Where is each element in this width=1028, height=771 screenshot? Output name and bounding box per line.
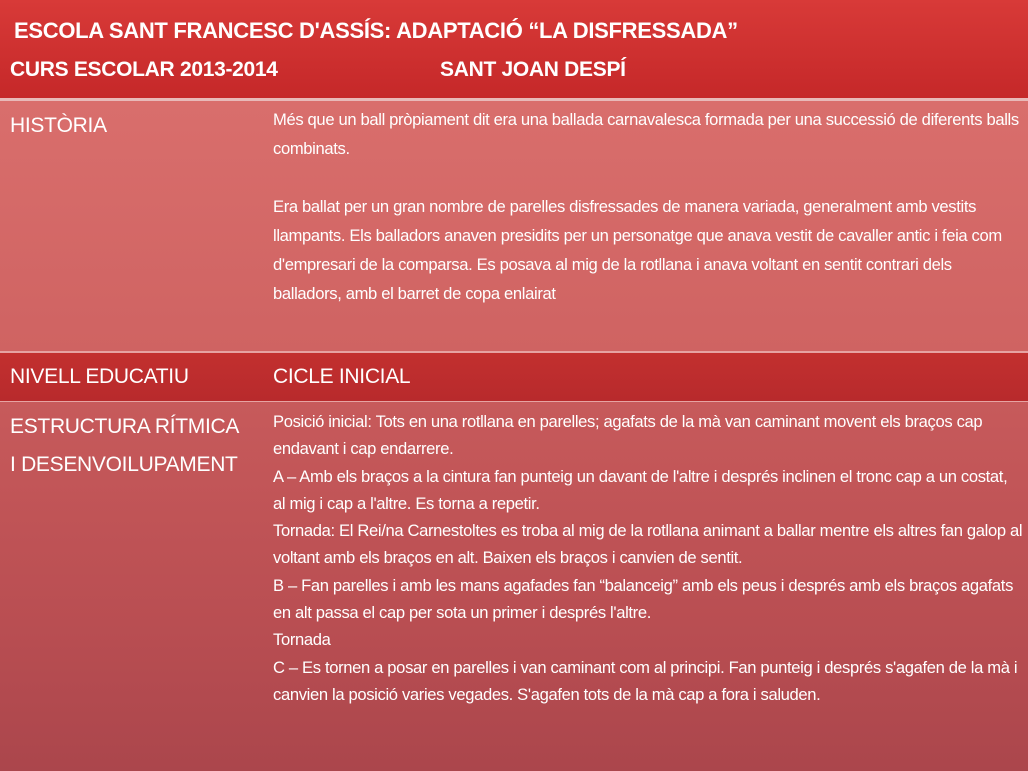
estructura-paragraph: C – Es tornen a posar en parelles i van caminant com al principi. Fan punteig i després s'agafen de la mà i canvien la posició varies vegades. S'agafen tots de la mà cap a fora i saluden. xyxy=(273,657,1018,704)
estructura-paragraph: Tornada: El Rei/na Carnestoltes es troba al mig de la rotllana animant a ballar mentre els altres fan galop al voltant amb els braços en alt. Baixen els braços i canvien de sentit. xyxy=(273,521,1023,568)
estructura-paragraph: Posició inicial: Tots en una rotllana en parelles; agafats de la mà van caminant movent els braços cap endavant i cap endarrere. xyxy=(273,412,983,459)
historia-content xyxy=(273,105,1023,308)
slide-title: ESCOLA SANT FRANCESC D'ASSÍS: ADAPTACIÓ “LA DISFRESSADA” xyxy=(14,18,738,43)
estructura-label xyxy=(10,408,239,484)
town-name: SANT JOAN DESPÍ xyxy=(440,58,626,81)
nivell-label: NIVELL EDUCATIU xyxy=(10,365,189,388)
row-nivell-educatiu xyxy=(0,351,1028,404)
historia-paragraph-1: Més que un ball pròpiament dit era una ballada carnavalesca formada per una successió de diferents balls combinats. xyxy=(273,110,1019,158)
estructura-label-line-1: ESTRUCTURA RÍTMICA xyxy=(10,415,240,438)
historia-paragraph-2: Era ballat per un gran nombre de parelles disfressades de manera variada, generalment amb vestits llampants. Els balladors anaven presidits per un personatge que anava vestit de cavaller antic i feia com d'empresari de la comparsa. Es posava al mig de la rotllana i anava voltant en sentit contrari dels balladors, amb el barret de copa enlairat xyxy=(273,197,1002,303)
estructura-label-line-2: I DESENVOILUPAMENT xyxy=(10,453,238,476)
historia-label: HISTÒRIA xyxy=(10,114,107,137)
row-historia xyxy=(0,101,1028,351)
estructura-content xyxy=(273,408,1023,708)
school-year: CURS ESCOLAR 2013-2014 xyxy=(10,58,278,81)
estructura-paragraph: A – Amb els braços a la cintura fan punteig un davant de l'altre i després inclinen el tronc cap a un costat, al mig i cap a l'altre. Es torna a repetir. xyxy=(273,466,1008,513)
estructura-paragraph: Tornada xyxy=(273,630,331,650)
row-estructura xyxy=(0,402,1028,771)
estructura-paragraph: B – Fan parelles i amb les mans agafades fan “balanceig” amb els peus i després amb els braços agafats en alt passa el cap per sota un primer i després l'altre. xyxy=(273,575,1014,623)
nivell-value: CICLE INICIAL xyxy=(273,365,411,388)
paragraph-spacer xyxy=(273,163,1023,192)
header-bar xyxy=(0,0,1028,101)
